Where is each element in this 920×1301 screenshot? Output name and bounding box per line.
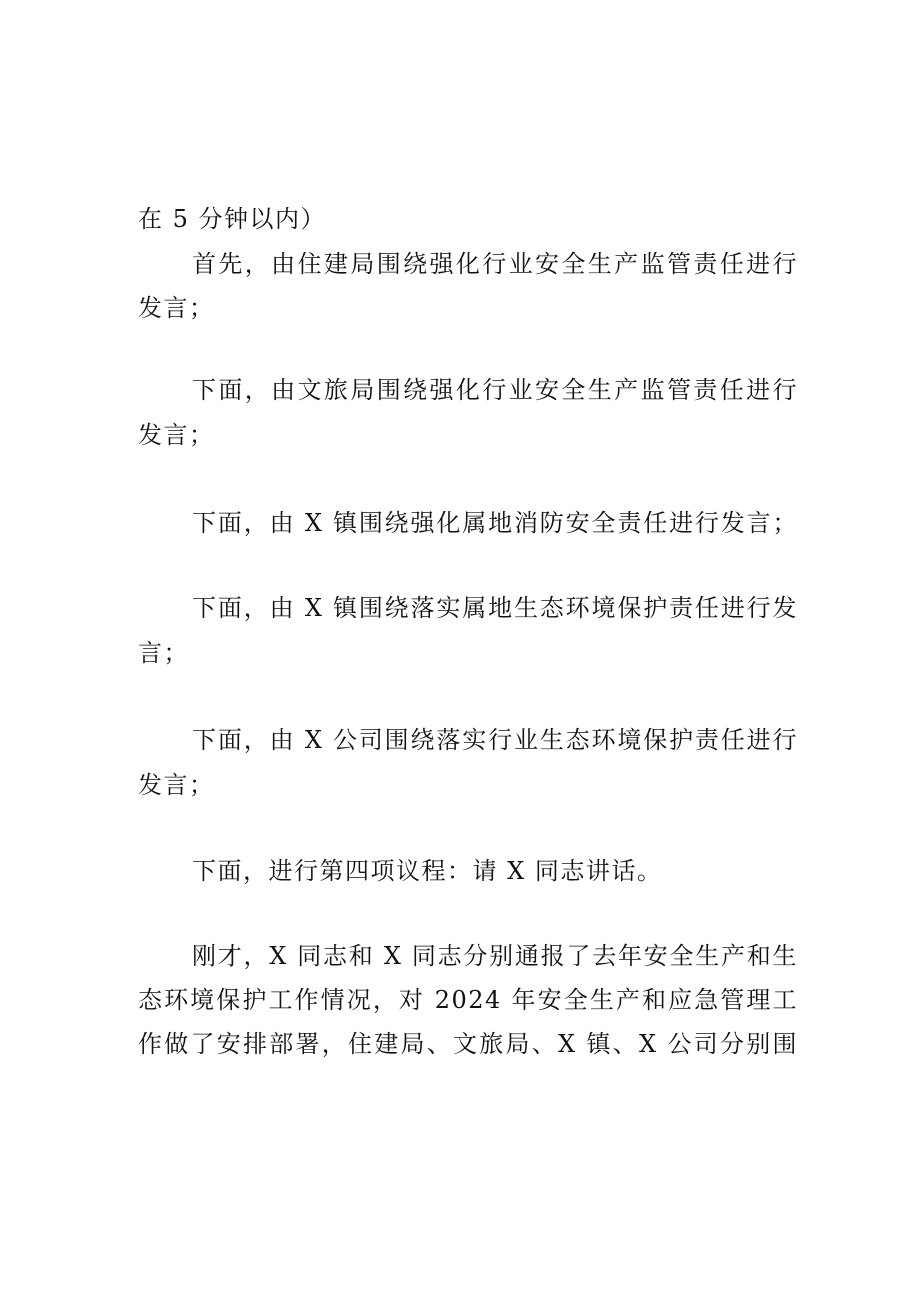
paragraph-line: 作做了安排部署，住建局、文旅局、X 镇、X 公司分别围 bbox=[138, 1030, 798, 1058]
paragraph-line: 下面，由 X 镇围绕落实属地生态环境保护责任进行发 bbox=[192, 594, 798, 622]
paragraph-line: 在 5 分钟以内） bbox=[138, 205, 327, 233]
paragraph-line: 刚才，X 同志和 X 同志分别通报了去年安全生产和生 bbox=[192, 942, 798, 970]
paragraph-line: 言； bbox=[138, 639, 189, 667]
paragraph-line: 下面，由 X 公司围绕落实行业生态环境保护责任进行 bbox=[192, 726, 798, 754]
paragraph-line: 发言； bbox=[138, 771, 215, 799]
paragraph-line: 发言； bbox=[138, 421, 215, 449]
paragraph-line: 下面，进行第四项议程：请 X 同志讲话。 bbox=[192, 857, 663, 885]
paragraph-line: 发言； bbox=[138, 294, 215, 322]
paragraph-line: 首先，由住建局围绕强化行业安全生产监管责任进行 bbox=[192, 250, 798, 278]
paragraph-line: 下面，由 X 镇围绕强化属地消防安全责任进行发言； bbox=[192, 509, 798, 537]
paragraph-line: 态环境保护工作情况，对 2024 年安全生产和应急管理工 bbox=[138, 986, 798, 1014]
paragraph-line: 下面，由文旅局围绕强化行业安全生产监管责任进行 bbox=[192, 376, 798, 404]
